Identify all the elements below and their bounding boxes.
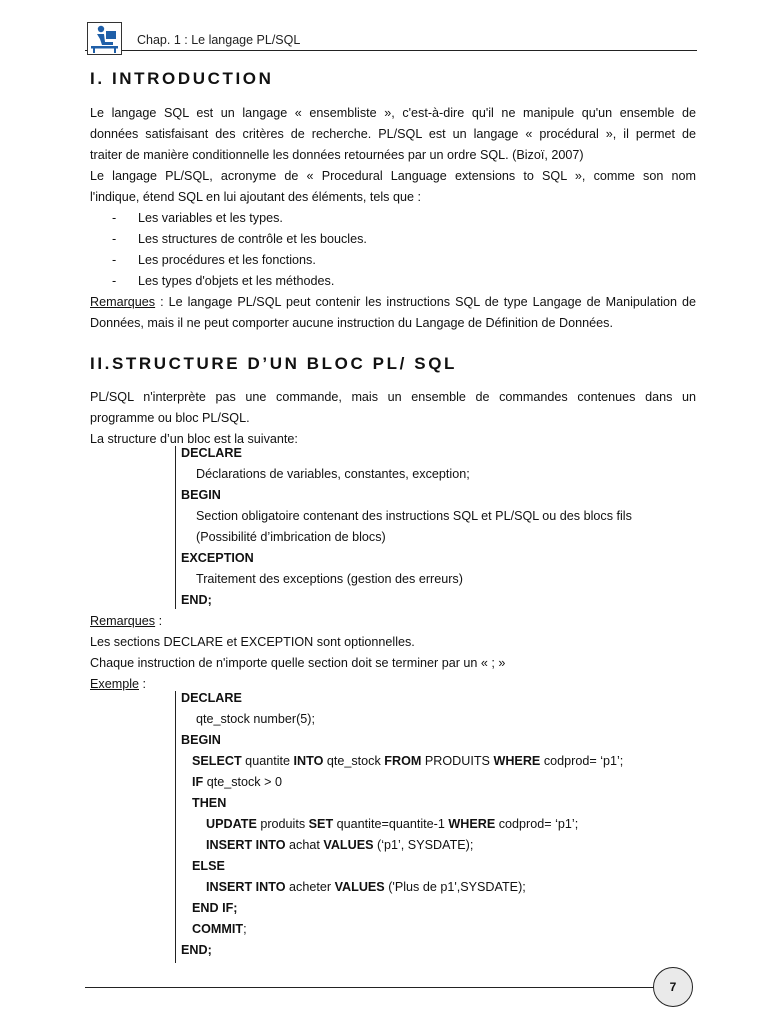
code-keyword-declare: DECLARE	[181, 691, 242, 705]
example-code-border	[175, 691, 176, 963]
remark-paragraph-line-2: Données, mais il ne peut comporter aucune instruction du Langage de Définition de Données.	[90, 316, 613, 330]
plsql-paragraph-line-2: l'indique, étend SQL en lui ajoutant des éléments, tels que :	[90, 190, 421, 204]
section-heading-structure: II.STRUCTURE D’UN BLOC PL/ SQL	[90, 354, 457, 373]
intro-paragraph-line-3: traiter de manière conditionnelle les données retournées par un ordre SQL. (Bizoï, 2007)	[90, 148, 584, 162]
code-line-commit: COMMIT;	[192, 922, 247, 936]
code-line-select: SELECT quantite INTO qte_stock FROM PRODUITS WHERE codprod= ‘p1’;	[192, 754, 624, 768]
code-block-border	[175, 446, 176, 609]
list-item: Les structures de contrôle et les boucles.	[138, 232, 367, 246]
code-line-update: UPDATE produits SET quantite=quantite-1 WHERE codprod= ‘p1’;	[206, 817, 579, 831]
structure-paragraph-line-1: PL/SQL n'interprète pas une commande, mais un ensemble de commandes contenues dans un	[90, 390, 696, 404]
list-item: Les variables et les types.	[138, 211, 283, 225]
code-keyword-begin: BEGIN	[181, 733, 221, 747]
code-keyword-declare: DECLARE	[181, 446, 242, 460]
intro-paragraph-line-2: données satisfaisant des critères de recherche. PL/SQL est un langage « procédural », il permet de	[90, 127, 696, 141]
remark-label: Remarques	[90, 295, 156, 309]
code-keyword-else: ELSE	[192, 859, 225, 873]
bullet-marker: -	[112, 274, 117, 288]
remarks-label: Remarques	[90, 614, 156, 628]
remarks-colon: :	[155, 614, 163, 628]
intro-paragraph-line-1: Le langage SQL est un langage « ensembliste », c'est-à-dire qu'il ne manipule qu'un ensemble de	[90, 106, 696, 120]
header-title: Chap. 1 : Le langage PL/SQL	[137, 33, 301, 47]
code-keyword-begin: BEGIN	[181, 488, 221, 502]
example-heading	[90, 674, 146, 695]
footer-rule	[85, 987, 655, 988]
code-line: Déclarations de variables, constantes, exception;	[196, 467, 470, 481]
remark-line: Les sections DECLARE et EXCEPTION sont optionnelles.	[90, 635, 415, 649]
bullet-marker: -	[112, 211, 117, 225]
remark-text: : Le langage PL/SQL peut contenir les instructions SQL de type Langage de Manipulation de	[155, 295, 696, 309]
example-colon: :	[139, 677, 146, 691]
section-heading-introduction: I. INTRODUCTION	[90, 69, 274, 88]
bullet-marker: -	[112, 232, 117, 246]
page-number-badge: 7	[653, 967, 693, 1007]
remark-paragraph-line-1	[90, 292, 696, 313]
code-line: Traitement des exceptions (gestion des erreurs)	[196, 572, 463, 586]
code-keyword-then: THEN	[192, 796, 227, 810]
list-item: Les procédures et les fonctions.	[138, 253, 316, 267]
bullet-marker: -	[112, 253, 117, 267]
code-keyword-end-if: END IF;	[192, 901, 238, 915]
code-line: Section obligatoire contenant des instructions SQL et PL/SQL ou des blocs fils	[196, 509, 632, 523]
remark-line: Chaque instruction de n'importe quelle section doit se terminer par un « ; »	[90, 656, 506, 670]
code-line: qte_stock number(5);	[196, 712, 315, 726]
structure-paragraph-line-2: programme ou bloc PL/SQL.	[90, 411, 250, 425]
page-header	[85, 22, 697, 51]
plsql-paragraph-line-1: Le langage PL/SQL, acronyme de « Procedural Language extensions to SQL », comme son nom	[90, 169, 696, 183]
code-line-insert-achat: INSERT INTO achat VALUES (‘p1’, SYSDATE);	[206, 838, 474, 852]
code-keyword-exception: EXCEPTION	[181, 551, 254, 565]
code-line-if: IF qte_stock > 0	[192, 775, 282, 789]
remarks-heading	[90, 611, 162, 632]
code-line: (Possibilité d’imbrication de blocs)	[196, 530, 386, 544]
structure-intro: La structure d’un bloc est la suivante:	[90, 432, 298, 446]
list-item: Les types d'objets et les méthodes.	[138, 274, 335, 288]
person-at-computer-icon	[87, 22, 122, 55]
example-label: Exemple	[90, 677, 139, 691]
code-keyword-end: END;	[181, 943, 212, 957]
code-keyword-end: END;	[181, 593, 212, 607]
code-line-insert-acheter: INSERT INTO acheter VALUES ('Plus de p1',SYSDATE);	[206, 880, 526, 894]
